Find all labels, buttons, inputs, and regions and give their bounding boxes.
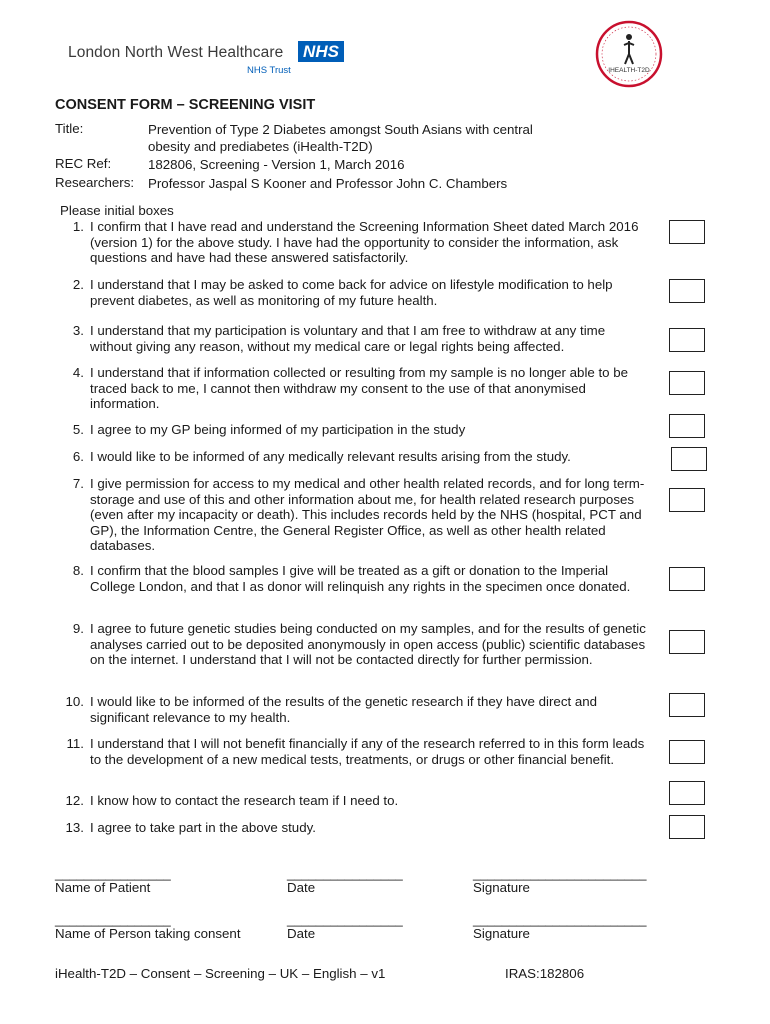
nhs-logo: NHS bbox=[298, 41, 344, 62]
meta-value-rec: 182806, Screening - Version 1, March 2016 bbox=[148, 157, 405, 172]
label-name-of-patient: Name of Patient bbox=[55, 880, 151, 895]
consent-item: 3. I understand that my participation is voluntary and that I am free to withdraw at any time without giving any reason, without my medical care or legal rights being affected. bbox=[72, 323, 606, 354]
initial-box-8[interactable] bbox=[669, 567, 705, 591]
initial-box-2[interactable] bbox=[669, 279, 705, 303]
meta-label-researchers: Researchers: bbox=[55, 175, 135, 190]
footer-document-id: iHealth-T2D – Consent – Screening – UK – English – v1 bbox=[55, 966, 386, 981]
initial-box-11[interactable] bbox=[669, 740, 705, 764]
consent-item: 12. I know how to contact the research team if I need to. bbox=[65, 793, 399, 808]
label-date: Date bbox=[287, 880, 316, 895]
initial-box-13[interactable] bbox=[669, 815, 705, 839]
consent-item: 6. I would like to be informed of any medically relevant results arising from the study. bbox=[72, 449, 571, 464]
meta-label-rec: REC Ref: bbox=[55, 156, 112, 171]
meta-value-title: Prevention of Type 2 Diabetes amongst South Asians with central obesity and prediabetes (iHealth-T2D) bbox=[148, 122, 533, 154]
patient-name-line[interactable]: ________________ bbox=[55, 866, 171, 881]
consent-item: 2. I understand that I may be asked to come back for advice on lifestyle modification to help prevent diabetes, as well as monitoring of my future health. bbox=[72, 277, 613, 308]
nhs-trust-label: NHS Trust bbox=[247, 65, 291, 76]
consent-item: 11. I understand that I will not benefit financially if any of the research referred to in this form leads to the development of a new medical tests, treatments, or drugs or other financial benefit. bbox=[66, 736, 645, 767]
form-title: CONSENT FORM – SCREENING VISIT bbox=[55, 97, 316, 113]
logo-text: IHEALTH-T2D bbox=[608, 67, 650, 74]
label-date: Date bbox=[287, 926, 316, 941]
consent-item: 1. I confirm that I have read and understand the Screening Information Sheet dated March 2016 (version 1) for the above study. I have had the opportunity to consider the information, ask questions and have had these answered satisfactorily. bbox=[72, 219, 639, 265]
initial-box-1[interactable] bbox=[669, 220, 705, 244]
initial-box-12[interactable] bbox=[669, 781, 705, 805]
meta-value-researchers: Professor Jaspal S Kooner and Professor John C. Chambers bbox=[148, 176, 508, 191]
consent-taker-signature-line[interactable]: ________________________ bbox=[473, 912, 647, 927]
consent-item: 8. I confirm that the blood samples I give will be treated as a gift or donation to the Imperial College London, and that I as donor will relinquish any rights in the specimen once donated. bbox=[72, 563, 631, 594]
label-signature: Signature bbox=[473, 926, 530, 941]
patient-date-line[interactable]: ________________ bbox=[287, 866, 403, 881]
ihealth-t2d-logo bbox=[595, 20, 663, 88]
consent-taker-name-line[interactable]: ________________ bbox=[55, 912, 171, 927]
trust-name: London North West Healthcare bbox=[68, 44, 284, 61]
consent-item: 13. I agree to take part in the above study. bbox=[65, 820, 316, 835]
instruction: Please initial boxes bbox=[60, 203, 174, 218]
initial-box-7[interactable] bbox=[669, 488, 705, 512]
initial-box-4[interactable] bbox=[669, 371, 705, 395]
consent-item: 9. I agree to future genetic studies being conducted on my samples, and for the results of genetic analyses carried out to be deposited anonymously in open access (public) scientific databases on the internet. I understand that I will not be contacted directly for further permission. bbox=[72, 621, 646, 667]
initial-box-6[interactable] bbox=[671, 447, 707, 471]
label-name-of-person-taking-consent: Name of Person taking consent bbox=[55, 926, 241, 941]
patient-signature-line[interactable]: ________________________ bbox=[473, 866, 647, 881]
consent-taker-date-line[interactable]: ________________ bbox=[287, 912, 403, 927]
initial-box-9[interactable] bbox=[669, 630, 705, 654]
footer-iras: IRAS:182806 bbox=[505, 966, 585, 981]
consent-item: 7. I give permission for access to my medical and other health related records, and for long term-storage and use of this and other information about me, for health related research purposes (even after my incapacity or death). This includes records held by the NHS (hospital, PCT and GP), the Information Centre, the General Register Office, as well as other health related databases. bbox=[72, 476, 645, 553]
meta-label-title: Title: bbox=[55, 121, 84, 136]
initial-box-3[interactable] bbox=[669, 328, 705, 352]
initial-box-5[interactable] bbox=[669, 414, 705, 438]
label-signature: Signature bbox=[473, 880, 530, 895]
consent-item: 5. I agree to my GP being informed of my participation in the study bbox=[72, 422, 466, 437]
consent-item: 10. I would like to be informed of the results of the genetic research if they have direct and significant relevance to my health. bbox=[65, 694, 598, 725]
initial-box-10[interactable] bbox=[669, 693, 705, 717]
consent-item: 4. I understand that if information collected or resulting from my sample is no longer able to be traced back to me, I cannot then withdraw my consent to the use of that anonymised information. bbox=[72, 365, 629, 411]
